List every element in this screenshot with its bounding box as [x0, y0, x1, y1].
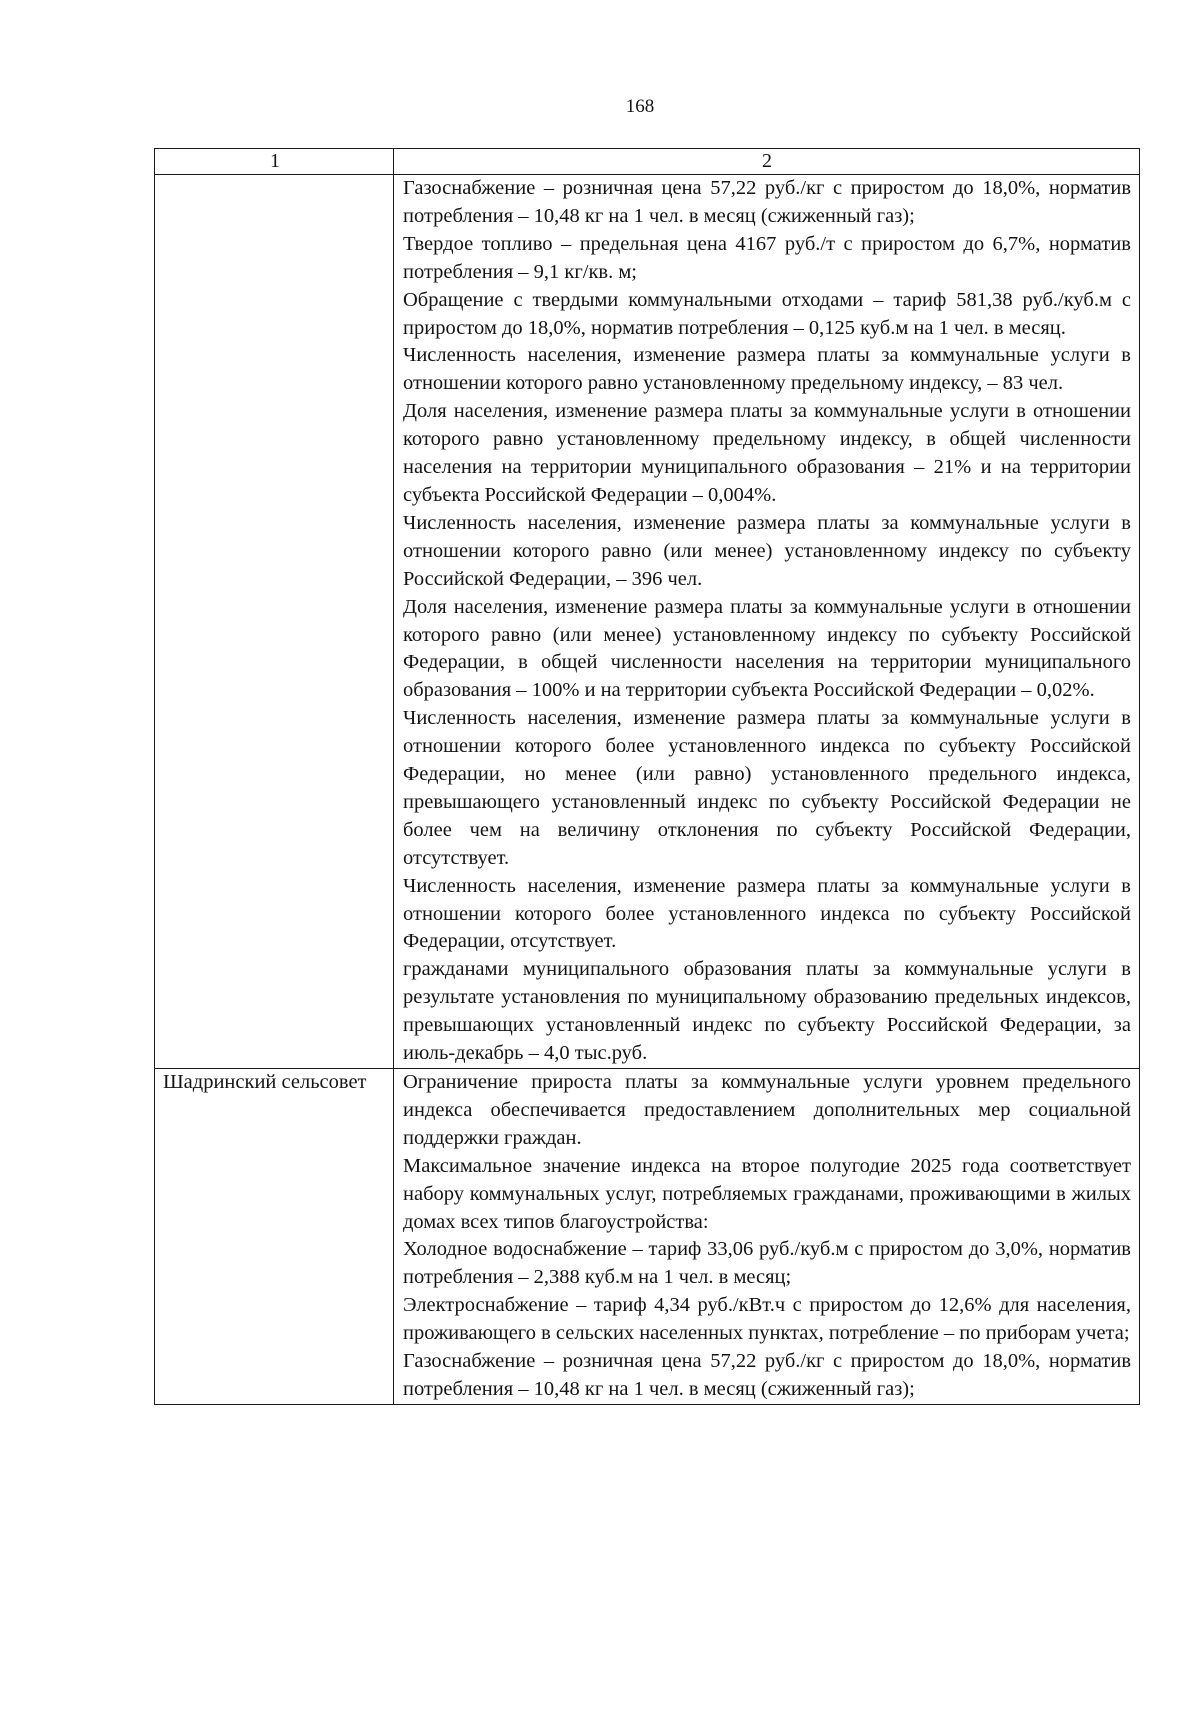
column-header-1: 1: [155, 149, 394, 175]
page-number: 168: [625, 96, 655, 117]
paragraph: Численность населения, изменение размера платы за коммунальные услуги в отношении которого более установленного индекса по субъекту Российской Федерации, но менее (или равно) установленного предельного индекса, превышающего установленный индекс по субъекту Российской Федерации не более чем на величину отклонения по субъекту Российской Федерации, отсутствует.: [403, 707, 1131, 869]
paragraph: Численность населения, изменение размера платы за коммунальные услуги в отношении которого равно (или менее) установленному индексу по субъекту Российской Федерации, – 396 чел.: [403, 511, 1131, 590]
table-row: [155, 175, 1140, 1069]
paragraph: Ограничение прироста платы за коммунальные услуги уровнем предельного индекса обеспечивается предоставлением дополнительных мер социальной поддержки граждан.: [403, 1071, 1131, 1149]
paragraph: Максимальное значение индекса на второе полугодие 2025 года соответствует набору коммунальных услуг, потребляемых гражданами, проживающими в жилых домах всех типов благоустройства:: [403, 1154, 1131, 1233]
paragraph: Доля населения, изменение размера платы за коммунальные услуги в отношении которого равно (или менее) установленному индексу по субъекту Российской Федерации, в общей численности населения на территории муниципального образования – 100% и на территории субъекта Российской Федерации – 0,02%.: [403, 595, 1131, 702]
column-header-2: 2: [394, 149, 1140, 175]
paragraph: Электроснабжение – тариф 4,34 руб./кВт.ч с приростом до 12,6% для населения, проживающего в сельских населенных пунктах, потребление – по приборам учета;: [403, 1294, 1131, 1345]
paragraph: Численность населения, изменение размера платы за коммунальные услуги в отношении которого более установленного индекса по субъекту Российской Федерации, отсутствует.: [403, 874, 1131, 953]
paragraph: Доля населения, изменение размера платы за коммунальные услуги в отношении которого равно установленному предельному индексу, в общей численности населения на территории муниципального образования – 21% и на территории субъекта Российской Федерации – 0,004%.: [403, 400, 1131, 506]
municipality-cell: [155, 175, 394, 1069]
paragraph: Обращение с твердыми коммунальными отходами – тариф 581,38 руб./куб.м с приростом до 18,0%, норматив потребления – 0,125 куб.м на 1 чел. в месяц.: [403, 288, 1131, 339]
paragraph: Численность населения, изменение размера платы за коммунальные услуги в отношении которого равно установленному предельному индексу, – 83 чел.: [403, 344, 1131, 395]
paragraph: Газоснабжение – розничная цена 57,22 руб./кг с приростом до 18,0%, норматив потребления – 10,48 кг на 1 чел. в месяц (сжиженный газ);: [403, 1350, 1131, 1400]
paragraph: гражданами муниципального образования платы за коммунальные услуги в результате установления по муниципальному образованию предельных индексов, превышающих установленный индекс по субъекту Российской Федерации, за июль-декабрь – 4,0 тыс.руб.: [403, 958, 1131, 1065]
paragraph: Холодное водоснабжение – тариф 33,06 руб./куб.м с приростом до 3,0%, норматив потребления – 2,388 куб.м на 1 чел. в месяц;: [403, 1238, 1131, 1289]
table-header-row: [155, 149, 1140, 175]
paragraph: Твердое топливо – предельная цена 4167 руб./т с приростом до 6,7%, норматив потребления – 9,1 кг/кв. м;: [403, 232, 1131, 283]
data-table: [154, 148, 1140, 1405]
municipality-cell: Шадринский сельсовет: [155, 1069, 394, 1405]
description-cell: [394, 1069, 1140, 1405]
table-row: [155, 1069, 1140, 1405]
description-cell: [394, 175, 1140, 1069]
paragraph: Газоснабжение – розничная цена 57,22 руб./кг с приростом до 18,0%, норматив потребления – 10,48 кг на 1 чел. в месяц (сжиженный газ);: [403, 177, 1131, 227]
